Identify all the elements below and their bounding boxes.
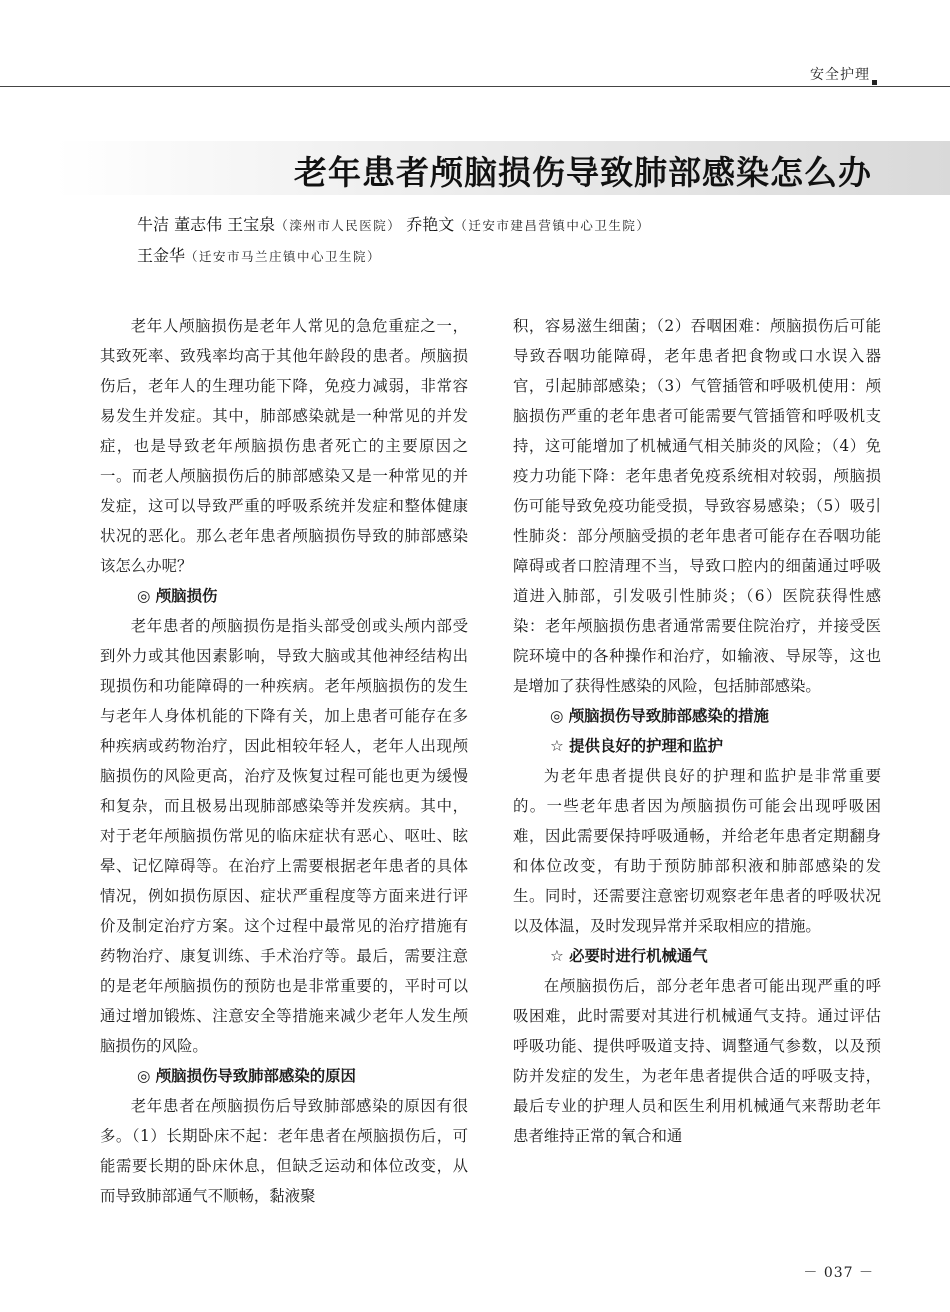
section-heading: ◎ 颅脑损伤导致肺部感染的原因 <box>137 1067 356 1085</box>
left-column <box>100 311 468 1211</box>
body-paragraph: 为老年患者提供良好的护理和监护是非常重要的。一些老年患者因为颅脑损伤可能会出现呼吸困难，因此需要保持呼吸通畅，并给老年患者定期翻身和体位改变，有助于预防肺部积液和肺部感染的发生。同时，还需要注意密切观察老年患者的呼吸状况以及体温，及时发现异常并采取相应的措施。 <box>513 767 881 935</box>
right-column <box>513 311 881 1151</box>
author-line-2 <box>137 241 857 272</box>
body-paragraph: 老年患者的颅脑损伤是指头部受创或头颅内部受到外力或其他因素影响，导致大脑或其他神经结构出现损伤和功能障碍的一种疾病。老年颅脑损伤的发生与老年人身体机能的下降有关，加上患者可能存在多种疾病或药物治疗，因此相较年轻人，老年人出现颅脑损伤的风险更高，治疗及恢复过程可能也更为缓慢和复杂，而且极易出现肺部感染等并发疾病。其中，对于老年颅脑损伤常见的临床症状有恶心、呕吐、眩晕、记忆障碍等。在治疗上需要根据老年患者的具体情况，例如损伤原因、症状严重程度等方面来进行评价及制定治疗方案。这个过程中最常见的治疗措施有药物治疗、康复训练、手术治疗等。最后，需要注意的是老年颅脑损伤的预防也是非常重要的，平时可以通过增加锻炼、注意安全等措施来减少老年人发生颅脑损伤的风险。 <box>100 617 468 1055</box>
body-paragraph: 老年人颅脑损伤是老年人常见的急危重症之一，其致死率、致残率均高于其他年龄段的患者。颅脑损伤后，老年人的生理功能下降，免疫力减弱，非常容易发生并发症。其中，肺部感染就是一种常见的并发症，也是导致老年颅脑损伤患者死亡的主要原因之一。而老人颅脑损伤后的肺部感染又是一种常见的并发症，这可以导致严重的呼吸系统并发症和整体健康状况的恶化。那么老年患者颅脑损伤导致的肺部感染该怎么办呢？ <box>100 317 468 575</box>
author-names: 牛洁 董志伟 王宝泉 <box>137 215 276 234</box>
author-block <box>137 210 857 272</box>
article-title: 老年患者颅脑损伤导致肺部感染怎么办 <box>294 153 872 192</box>
body-paragraph: 老年患者在颅脑损伤后导致肺部感染的原因有很多。（1）长期卧床不起：老年患者在颅脑损伤后，可能需要长期的卧床休息，但缺乏运动和体位改变，从而导致肺部通气不顺畅，黏液聚 <box>100 1097 468 1205</box>
page-number: － 037 － <box>803 1265 874 1281</box>
section-heading: ◎ 颅脑损伤 <box>137 587 218 605</box>
header-bullet <box>872 80 877 85</box>
subsection-heading: ☆ 必要时进行机械通气 <box>550 947 708 965</box>
author-affiliation: （迁安市建昌营镇中心卫生院） <box>454 218 651 233</box>
section-heading: ◎ 颅脑损伤导致肺部感染的措施 <box>550 707 769 725</box>
body-paragraph: 积，容易滋生细菌；（2）吞咽困难：颅脑损伤后可能导致吞咽功能障碍，老年患者把食物或口水误入器官，引起肺部感染；（3）气管插管和呼吸机使用：颅脑损伤严重的老年患者可能需要气管插管和呼吸机支持，这可能增加了机械通气相关肺炎的风险；（4）免疫力功能下降：老年患者免疫系统相对较弱，颅脑损伤可能导致免疫功能受损，导致容易感染；（5）吸引性肺炎：部分颅脑受损的老年患者可能存在吞咽功能障碍或者口腔清理不当，导致口腔内的细菌通过呼吸道进入肺部，引发吸引性肺炎；（6）医院获得性感染：老年颅脑损伤患者通常需要住院治疗，并接受医院环境中的各种操作和治疗，如输液、导尿等，这也是增加了获得性感染的风险，包括肺部感染。 <box>513 317 881 695</box>
author-names: 王金华 <box>137 246 186 265</box>
author-affiliation: （迁安市马兰庄镇中心卫生院） <box>185 249 382 264</box>
author-affiliation: （滦州市人民医院） <box>275 218 402 233</box>
subsection-heading: ☆ 提供良好的护理和监护 <box>550 737 724 755</box>
author-line-1 <box>137 210 857 241</box>
author-names: 乔艳文 <box>406 215 455 234</box>
body-paragraph: 在颅脑损伤后，部分老年患者可能出现严重的呼吸困难，此时需要对其进行机械通气支持。通过评估呼吸功能、提供呼吸道支持、调整通气参数，以及预防并发症的发生，为老年患者提供合适的呼吸支持，最后专业的护理人员和医生利用机械通气来帮助老年患者维持正常的氧合和通 <box>513 977 881 1145</box>
header-rule <box>0 86 950 87</box>
section-label: 安全护理 <box>810 67 870 83</box>
